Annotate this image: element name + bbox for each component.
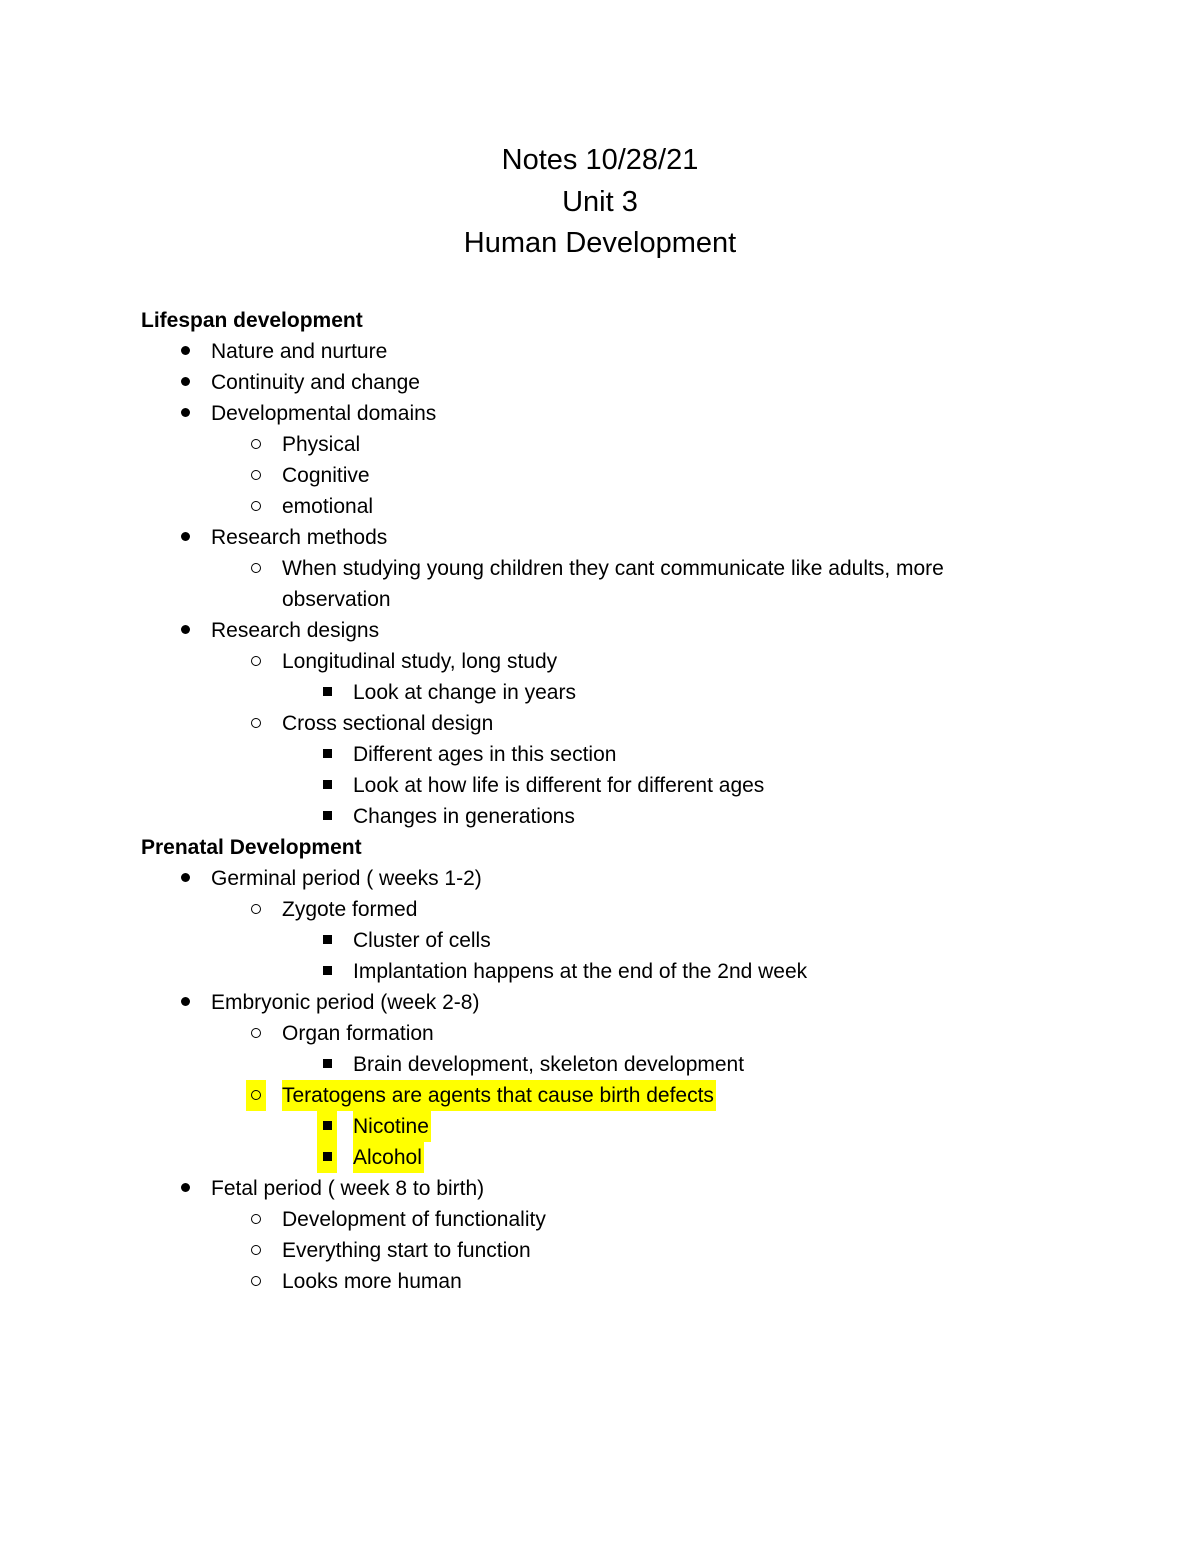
bullet-circle-icon	[251, 1214, 261, 1224]
list-item: emotional	[141, 491, 1041, 522]
bullet-dot-icon	[181, 625, 190, 634]
bullet-circle-icon	[251, 439, 261, 449]
list-item: Development of functionality	[141, 1204, 1041, 1235]
list-item: Continuity and change	[141, 367, 1041, 398]
title-unit: Unit 3	[562, 185, 638, 218]
bullet-circle-icon	[251, 563, 261, 573]
bullet-circle-icon	[251, 1276, 261, 1286]
bullet-square-icon	[323, 687, 332, 696]
list-item: Brain development, skeleton development	[141, 1049, 1041, 1080]
list-item: Germinal period ( weeks 1-2)	[141, 863, 1041, 894]
bullet-circle-icon	[251, 1090, 261, 1100]
list-item: Longitudinal study, long study	[141, 646, 1041, 677]
list-item: Nature and nurture	[141, 336, 1041, 367]
section-heading-lifespan: Lifespan development	[141, 309, 363, 332]
highlighted-list-item: Alcohol	[141, 1142, 1041, 1173]
title-topic: Human Development	[463, 227, 737, 259]
bullet-square-icon	[323, 780, 332, 789]
bullet-square-icon	[323, 1059, 332, 1068]
bullet-square-icon	[323, 811, 332, 820]
bullet-dot-icon	[181, 346, 190, 355]
list-item: Looks more human	[141, 1266, 1041, 1297]
list-item: Organ formation	[141, 1018, 1041, 1049]
list-item: Zygote formed	[141, 894, 1041, 925]
list-item: Cluster of cells	[141, 925, 1041, 956]
bullet-circle-icon	[251, 1245, 261, 1255]
list-item: Look at change in years	[141, 677, 1041, 708]
title-date: Notes 10/28/21	[501, 144, 699, 176]
list-item: Implantation happens at the end of the 2nd week	[141, 956, 1041, 987]
list-item: Fetal period ( week 8 to birth)	[141, 1173, 1041, 1204]
title-block	[0, 140, 1200, 265]
bullet-circle-icon	[251, 501, 261, 511]
bullet-dot-icon	[181, 532, 190, 541]
list-item: Look at how life is different for different ages	[141, 770, 1041, 801]
section-heading-prenatal: Prenatal Development	[141, 836, 362, 859]
bullet-circle-icon	[251, 470, 261, 480]
bullet-circle-icon	[251, 904, 261, 914]
list-item: Cross sectional design	[141, 708, 1041, 739]
list-item: Developmental domains	[141, 398, 1041, 429]
list-item: Research methods	[141, 522, 1041, 553]
bullet-dot-icon	[181, 873, 190, 882]
notes-body	[141, 305, 1041, 1297]
list-item: When studying young children they cant communicate like adults, more observation	[141, 553, 1041, 615]
bullet-circle-icon	[251, 1028, 261, 1038]
bullet-square-icon	[323, 749, 332, 758]
bullet-circle-icon	[251, 656, 261, 666]
list-item: Changes in generations	[141, 801, 1041, 832]
list-item: Different ages in this section	[141, 739, 1041, 770]
highlighted-list-item: Teratogens are agents that cause birth defects	[141, 1080, 1041, 1111]
list-item: Everything start to function	[141, 1235, 1041, 1266]
bullet-circle-icon	[251, 718, 261, 728]
bullet-square-icon	[323, 966, 332, 975]
list-item: Cognitive	[141, 460, 1041, 491]
bullet-dot-icon	[181, 997, 190, 1006]
bullet-dot-icon	[181, 1183, 190, 1192]
bullet-dot-icon	[181, 377, 190, 386]
list-item: Physical	[141, 429, 1041, 460]
bullet-square-icon	[323, 1152, 332, 1161]
highlighted-list-item: Nicotine	[141, 1111, 1041, 1142]
bullet-square-icon	[323, 1121, 332, 1130]
bullet-dot-icon	[181, 408, 190, 417]
list-item: Embryonic period (week 2-8)	[141, 987, 1041, 1018]
list-item: Research designs	[141, 615, 1041, 646]
bullet-square-icon	[323, 935, 332, 944]
